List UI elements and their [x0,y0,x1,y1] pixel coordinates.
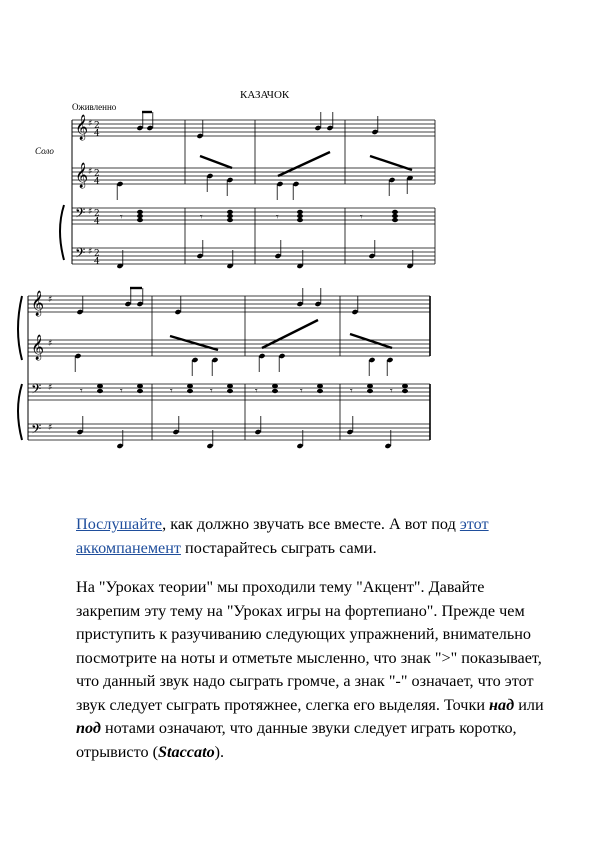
bass-clef: 𝄢 [75,205,86,224]
lesson-text-4: ). [214,742,225,761]
above-emphasis: над [489,695,515,714]
piano-brace [60,205,64,260]
below-emphasis: под [76,719,101,738]
eighth-rest: 𝄾 [120,212,123,223]
treble-clef: 𝄞 [31,291,45,316]
eighth-rest: 𝄾 [390,386,393,397]
time-signature-bottom: 4 [94,129,100,139]
eighth-rest: 𝄾 [276,212,279,223]
chord-note [402,389,408,393]
eighth-rest: 𝄾 [350,386,353,397]
chord-note [297,214,303,218]
chord-note [272,384,278,388]
solo-part-label: Соло [35,146,54,156]
chord-note [137,214,143,218]
chord-note [272,389,278,393]
time-signature-top: 2 [94,169,100,179]
chord-note [367,384,373,388]
chord-note [297,218,303,222]
key-signature-sharp: ♯ [88,207,93,217]
lesson-text-2: или [514,695,544,714]
chord-note [227,389,233,393]
time-signature-bottom: 4 [94,177,100,187]
chord-note [137,218,143,222]
bass-clef: 𝄢 [75,245,86,264]
eighth-rest: 𝄾 [210,386,213,397]
chord-note [187,389,193,393]
note-beam [200,156,232,168]
system-bracket [18,296,22,360]
chord-note [227,384,233,388]
chord-note [392,214,398,218]
accompaniment-link[interactable]: этот аккомпанемент [76,515,489,557]
chord-note [137,389,143,393]
key-signature-sharp: ♯ [88,167,93,177]
accent-lesson-paragraph [76,576,546,764]
key-signature-sharp: ♯ [48,339,53,349]
treble-clef: 𝄞 [75,163,89,188]
eighth-rest: 𝄾 [120,386,123,397]
score-title: КАЗАЧОК [240,89,290,101]
time-signature-top: 2 [94,121,100,131]
key-signature-sharp: ♯ [48,423,53,433]
key-signature-sharp: ♯ [48,383,53,393]
chord-note [227,218,233,222]
eighth-rest: 𝄾 [300,386,303,397]
eighth-rest: 𝄾 [200,212,203,223]
key-signature-sharp: ♯ [88,119,93,129]
listen-paragraph [76,513,546,560]
chord-note [317,384,323,388]
key-signature-sharp: ♯ [48,295,53,305]
chord-note [367,389,373,393]
chord-note [227,214,233,218]
time-signature-top: 2 [94,249,100,259]
chord-note [297,210,303,214]
bass-clef: 𝄢 [31,421,42,440]
eighth-rest: 𝄾 [255,386,258,397]
bass-clef: 𝄢 [31,381,42,400]
treble-clef: 𝄞 [75,115,89,140]
time-signature-bottom: 4 [94,217,100,227]
staff-systems [18,112,435,449]
chord-note [392,210,398,214]
chord-note [187,384,193,388]
listen-link[interactable]: Послушайте [76,515,163,534]
listen-text-2: постарайтесь сыграть сами. [180,538,377,557]
chord-note [97,384,103,388]
treble-clef: 𝄞 [31,335,45,360]
chord-note [392,218,398,222]
chord-note [137,384,143,388]
tempo-marking: Оживленно [72,102,117,112]
chord-note [97,389,103,393]
eighth-rest: 𝄾 [170,386,173,397]
chord-note [137,210,143,214]
key-signature-sharp: ♯ [88,247,93,257]
time-signature-top: 2 [94,209,100,219]
lesson-text-1: На "Уроках теории" мы проходили тему "Акцент". Давайте закрепим эту тему на "Уроках игры на фортепиано". Прежде чем приступить к разучиванию следующих упражнений, внимательно посмотрите на ноты и отметьте мысленно, что знак ">" показывает, что данный звук надо сыграть громче, а знак "-" означает, что этот звук следует сыграть протяжнее, слегка его выделяя. Точки [76,578,542,714]
chord-note [402,384,408,388]
chord-note [317,389,323,393]
note-beam [350,334,392,348]
chord-note [227,210,233,214]
note-beam [278,152,330,176]
eighth-rest: 𝄾 [80,386,83,397]
staccato-term: Staccato [158,742,215,761]
eighth-rest: 𝄾 [360,212,363,223]
piano-brace [18,384,22,440]
lesson-text-3: нотами означают, что данные звуки следует играть коротко, отрывисто ( [76,719,517,761]
time-signature-bottom: 4 [94,257,100,267]
listen-text-1: , как должно звучать все вместе. А вот под [162,515,460,534]
